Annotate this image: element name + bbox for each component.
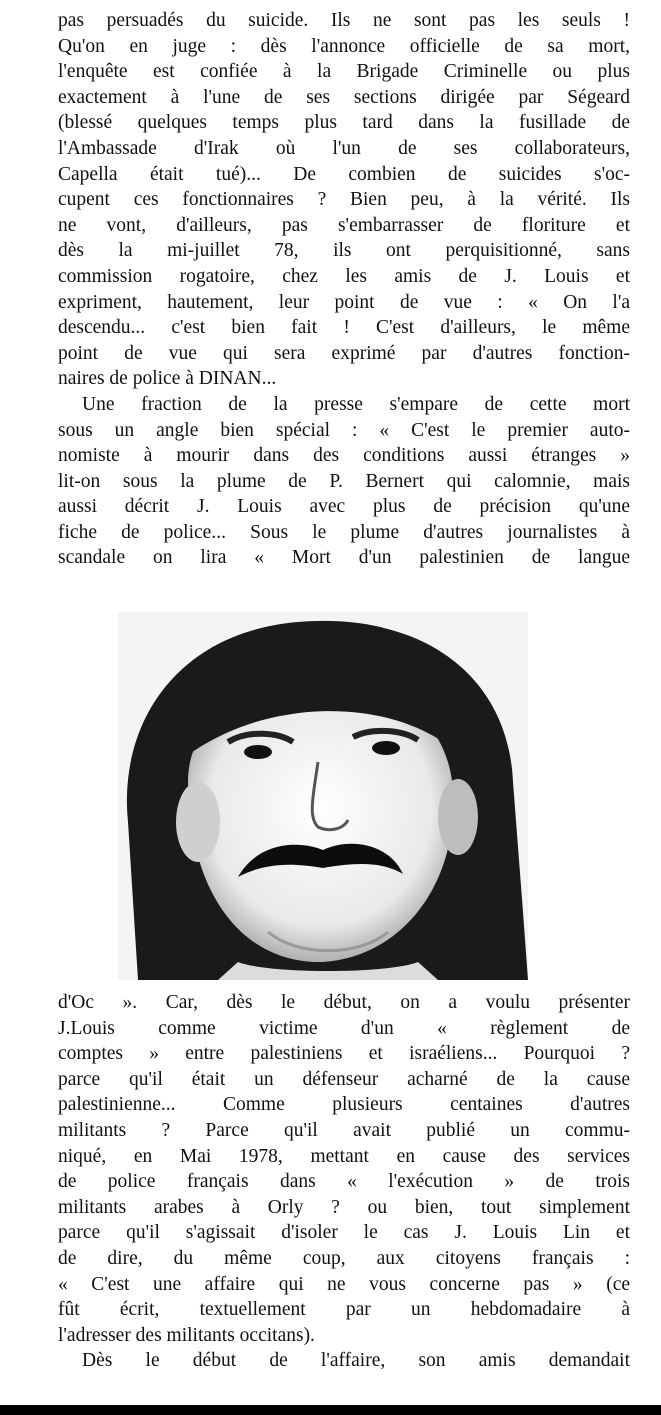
text-line: Capella était tué)... De combien de suicides s'oc- bbox=[58, 163, 630, 185]
text-line: J.Louis comme victime d'un « règlement de bbox=[58, 1017, 630, 1039]
text-line: Dès le début de l'affaire, son amis demandait bbox=[82, 1350, 630, 1372]
text-line: niqué, en Mai 1978, mettant en cause des services bbox=[58, 1145, 630, 1167]
text-line: l'adresser des militants occitans). bbox=[58, 1324, 315, 1346]
text-line: de police français dans « l'exécution » de trois bbox=[58, 1171, 630, 1193]
text-line: parce qu'il était un défenseur acharné de la cause bbox=[58, 1068, 630, 1090]
text-line: de dire, du même coup, aux citoyens français : bbox=[58, 1247, 630, 1269]
text-line: dès la mi-juillet 78, ils ont perquisitionné, sans bbox=[58, 240, 630, 262]
text-line: cupent ces fonctionnaires ? Bien peu, à la vérité. Ils bbox=[58, 189, 630, 211]
text-line: scandale on lira « Mort d'un palestinien de langue bbox=[58, 547, 630, 569]
text-line: sous un angle bien spécial : « C'est le premier auto- bbox=[58, 419, 630, 441]
text-line: Une fraction de la presse s'empare de cette mort bbox=[82, 393, 630, 415]
portrait-photo bbox=[118, 612, 528, 980]
text-line: exactement à l'une de ses sections dirigée par Ségeard bbox=[58, 86, 630, 108]
text-line: militants ? Parce qu'il avait publié un commu- bbox=[58, 1119, 630, 1141]
article-text-bottom bbox=[58, 990, 630, 1374]
portrait-photo-icon bbox=[118, 612, 528, 980]
article-text-top bbox=[58, 8, 630, 571]
text-line: lit-on sous la plume de P. Bernert qui calomnie, mais bbox=[58, 470, 630, 492]
text-line: militants arabes à Orly ? ou bien, tout simplement bbox=[58, 1196, 630, 1218]
text-line: descendu... c'est bien fait ! C'est d'ailleurs, le même bbox=[58, 317, 630, 339]
text-line: point de vue qui sera exprimé par d'autres fonction- bbox=[58, 342, 630, 364]
text-line: pas persuadés du suicide. Ils ne sont pas les seuls ! bbox=[58, 10, 630, 31]
text-line: Qu'on en juge : dès l'annonce officielle de sa mort, bbox=[58, 35, 630, 57]
page-bottom-border bbox=[0, 1405, 661, 1415]
text-line: l'Ambassade d'Irak où l'un de ses collaborateurs, bbox=[58, 137, 630, 159]
text-line: naires de police à DINAN... bbox=[58, 368, 277, 390]
text-line: palestinienne... Comme plusieurs centaines d'autres bbox=[58, 1094, 630, 1116]
text-line: parce qu'il s'agissait d'isoler le cas J. Louis Lin et bbox=[58, 1222, 630, 1244]
text-line: ne vont, d'ailleurs, pas s'embarrasser de floriture et bbox=[58, 214, 630, 236]
text-line: aussi décrit J. Louis avec plus de précision qu'une bbox=[58, 496, 630, 518]
text-line: commission rogatoire, chez les amis de J. Louis et bbox=[58, 265, 630, 287]
text-line: fût écrit, textuellement par un hebdomadaire à bbox=[58, 1299, 630, 1321]
text-line: nomiste à mourir dans des conditions aussi étranges » bbox=[58, 445, 630, 467]
text-line: (blessé quelques temps plus tard dans la fusillade de bbox=[58, 112, 630, 134]
text-line: fiche de police... Sous le plume d'autres journalistes à bbox=[58, 521, 630, 543]
text-line: « C'est une affaire qui ne vous concerne pas » (ce bbox=[58, 1273, 630, 1295]
text-line: comptes » entre palestiniens et israéliens... Pourquoi ? bbox=[58, 1043, 630, 1065]
text-line: d'Oc ». Car, dès le début, on a voulu présenter bbox=[58, 992, 630, 1013]
text-line: expriment, hautement, leur point de vue : « On l'a bbox=[58, 291, 630, 313]
text-line: l'enquête est confiée à la Brigade Criminelle ou plus bbox=[58, 61, 630, 83]
